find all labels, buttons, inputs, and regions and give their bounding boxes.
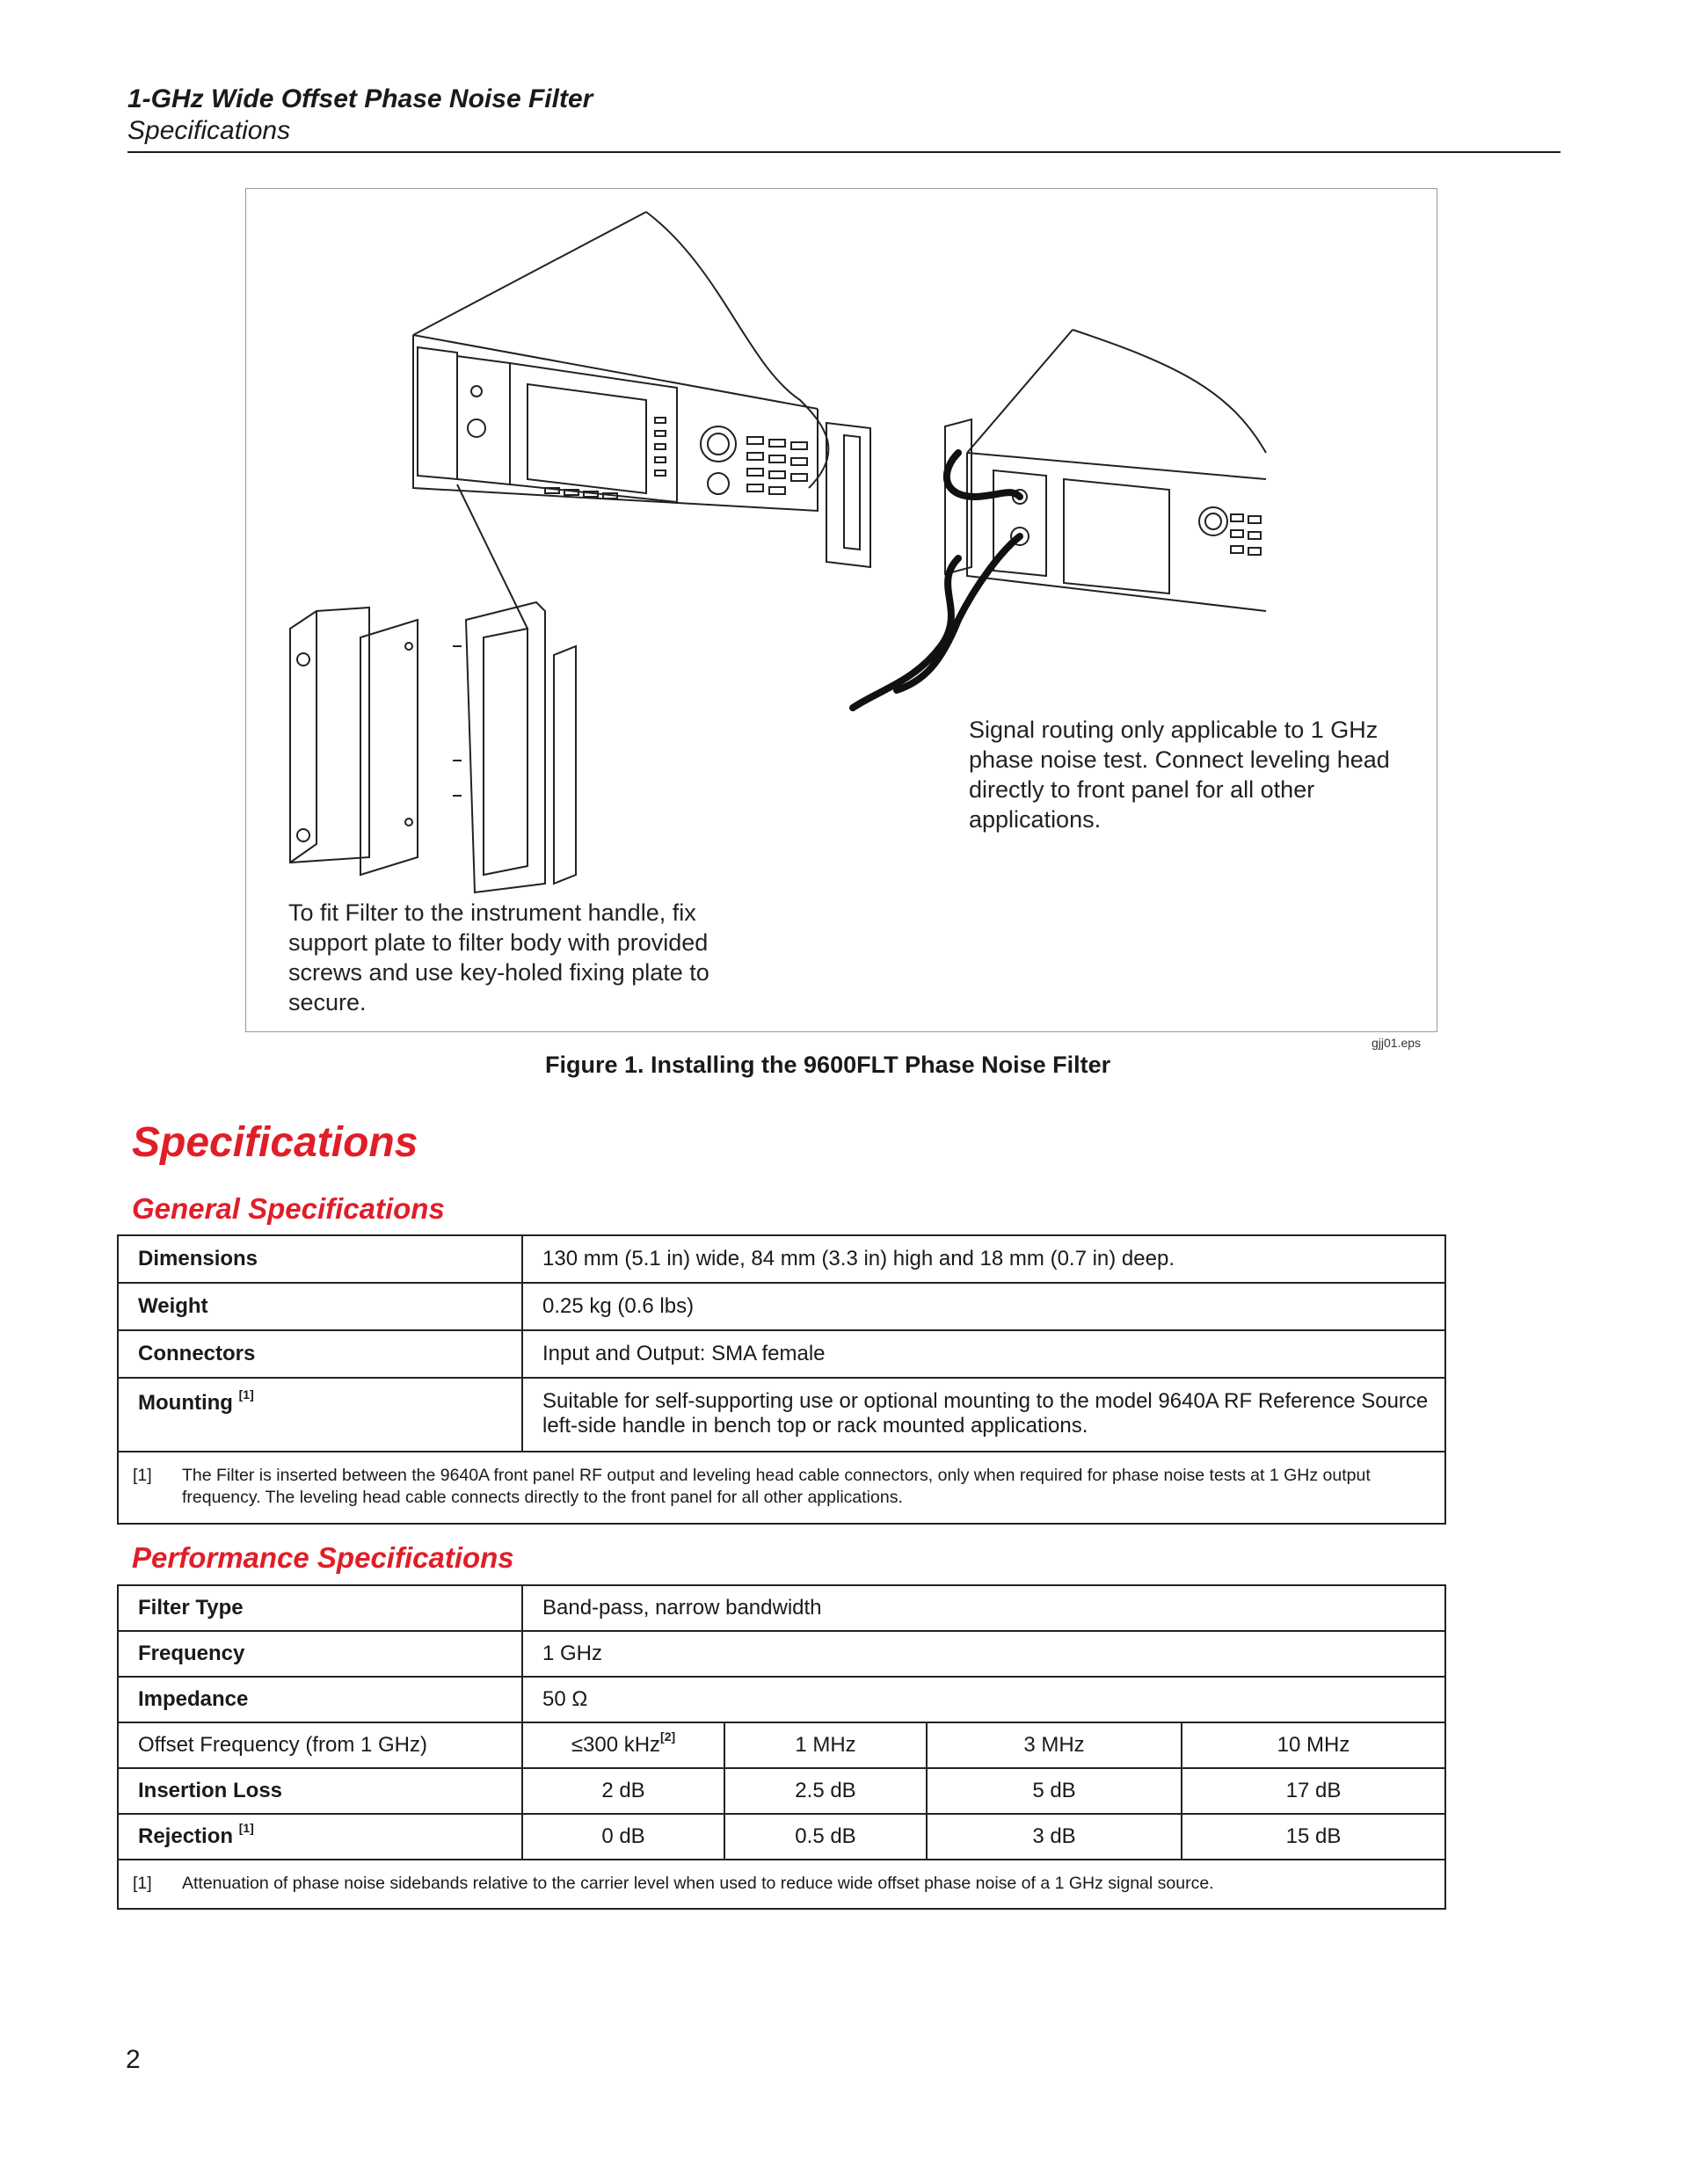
- footnote-ref: [1]: [133, 1466, 152, 1485]
- spec-label: Mounting [1]: [118, 1378, 522, 1452]
- table-row: [118, 1378, 1445, 1452]
- table-row: [118, 1722, 1445, 1768]
- instrument-outline: [413, 212, 646, 335]
- table-row: [118, 1631, 1445, 1677]
- spec-value: 50 Ω: [522, 1677, 1445, 1722]
- table-row: [118, 1768, 1445, 1814]
- offset-cell: 3 MHz: [927, 1722, 1182, 1768]
- insertion-cell: 2 dB: [522, 1768, 724, 1814]
- header-rule: [127, 151, 1561, 153]
- general-specs-table: [117, 1234, 1446, 1525]
- right-instrument-outline: [1073, 330, 1266, 453]
- insertion-cell: 17 dB: [1182, 1768, 1445, 1814]
- spec-label: Impedance: [118, 1677, 522, 1722]
- spec-label: Connectors: [118, 1330, 522, 1378]
- rejection-cell: 0.5 dB: [724, 1814, 927, 1860]
- footnote-marker: [1]: [238, 1821, 254, 1835]
- table-row: [118, 1283, 1445, 1330]
- fitting-instructions: To fit Filter to the instrument handle, fix support plate to filter body with provided screws and use key-holed fixing plate to secure.: [288, 899, 709, 1016]
- spec-label: Offset Frequency (from 1 GHz): [118, 1722, 522, 1768]
- footnote-marker: [1]: [238, 1387, 254, 1401]
- installation-figure: [245, 188, 1437, 1032]
- spec-label: Filter Type: [118, 1585, 522, 1631]
- offset-cell: ≤300 kHz[2]: [522, 1722, 724, 1768]
- rejection-cell: 3 dB: [927, 1814, 1182, 1860]
- table-footnote: [118, 1860, 1445, 1909]
- table-row: [118, 1235, 1445, 1283]
- spec-value: 0.25 kg (0.6 lbs): [522, 1283, 1445, 1330]
- fixing-plate: [554, 646, 576, 884]
- spec-label: Weight: [118, 1283, 522, 1330]
- table-footnote: [118, 1452, 1445, 1524]
- signal-cable: [947, 453, 1020, 497]
- insertion-cell: 2.5 dB: [724, 1768, 927, 1814]
- right-instrument-screen: [1064, 479, 1169, 593]
- footnote-marker: [2]: [660, 1729, 676, 1744]
- instrument-screen: [528, 384, 646, 493]
- spec-label: Dimensions: [118, 1235, 522, 1283]
- rejection-cell: 0 dB: [522, 1814, 724, 1860]
- spec-label: Rejection [1]: [118, 1814, 522, 1860]
- general-specs-heading: General Specifications: [132, 1192, 445, 1225]
- spec-value: Band-pass, narrow bandwidth: [522, 1585, 1445, 1631]
- table-row: [118, 1814, 1445, 1860]
- figure-caption: Figure 1. Installing the 9600FLT Phase Noise Filter: [545, 1052, 1111, 1078]
- header-title: 1-GHz Wide Offset Phase Noise Filter: [127, 84, 593, 113]
- performance-specs-heading: Performance Specifications: [132, 1541, 514, 1574]
- figure-file-id: gjj01.eps: [1372, 1036, 1422, 1050]
- footnote-text: The Filter is inserted between the 9640A front panel RF output and leveling head cable connectors, only when required for phase noise tests at 1 GHz output frequency. The leveling head cable connects directly to the front panel for all other applications.: [182, 1466, 1371, 1507]
- filter-body: [290, 608, 369, 863]
- table-row: [118, 1677, 1445, 1722]
- spec-value: 130 mm (5.1 in) wide, 84 mm (3.3 in) high and 18 mm (0.7 in) deep.: [522, 1235, 1445, 1283]
- spec-value: 1 GHz: [522, 1631, 1445, 1677]
- insertion-cell: 5 dB: [927, 1768, 1182, 1814]
- section-title: Specifications: [132, 1119, 418, 1166]
- instrument-handle: [466, 602, 545, 892]
- table-row: [118, 1452, 1445, 1524]
- spec-label: Insertion Loss: [118, 1768, 522, 1814]
- spec-value: Input and Output: SMA female: [522, 1330, 1445, 1378]
- performance-specs-table: [117, 1584, 1446, 1910]
- rejection-cell: 15 dB: [1182, 1814, 1445, 1860]
- table-row: [118, 1860, 1445, 1909]
- footnote-ref: [1]: [133, 1873, 152, 1893]
- header-subtitle: Specifications: [127, 116, 291, 145]
- offset-cell: 1 MHz: [724, 1722, 927, 1768]
- table-row: [118, 1585, 1445, 1631]
- page-number: 2: [126, 2045, 141, 2074]
- spec-label: Frequency: [118, 1631, 522, 1677]
- footnote-text: Attenuation of phase noise sidebands relative to the carrier level when used to reduce wide offset phase noise of a 1 GHz signal source.: [182, 1873, 1214, 1893]
- spec-value: Suitable for self-supporting use or optional mounting to the model 9640A RF Reference Source left-side handle in bench top or rack mounted applications.: [522, 1378, 1445, 1452]
- table-row: [118, 1330, 1445, 1378]
- routing-note: Signal routing only applicable to 1 GHz phase noise test. Connect leveling head directly to front panel for all other applications.: [969, 717, 1390, 833]
- offset-cell: 10 MHz: [1182, 1722, 1445, 1768]
